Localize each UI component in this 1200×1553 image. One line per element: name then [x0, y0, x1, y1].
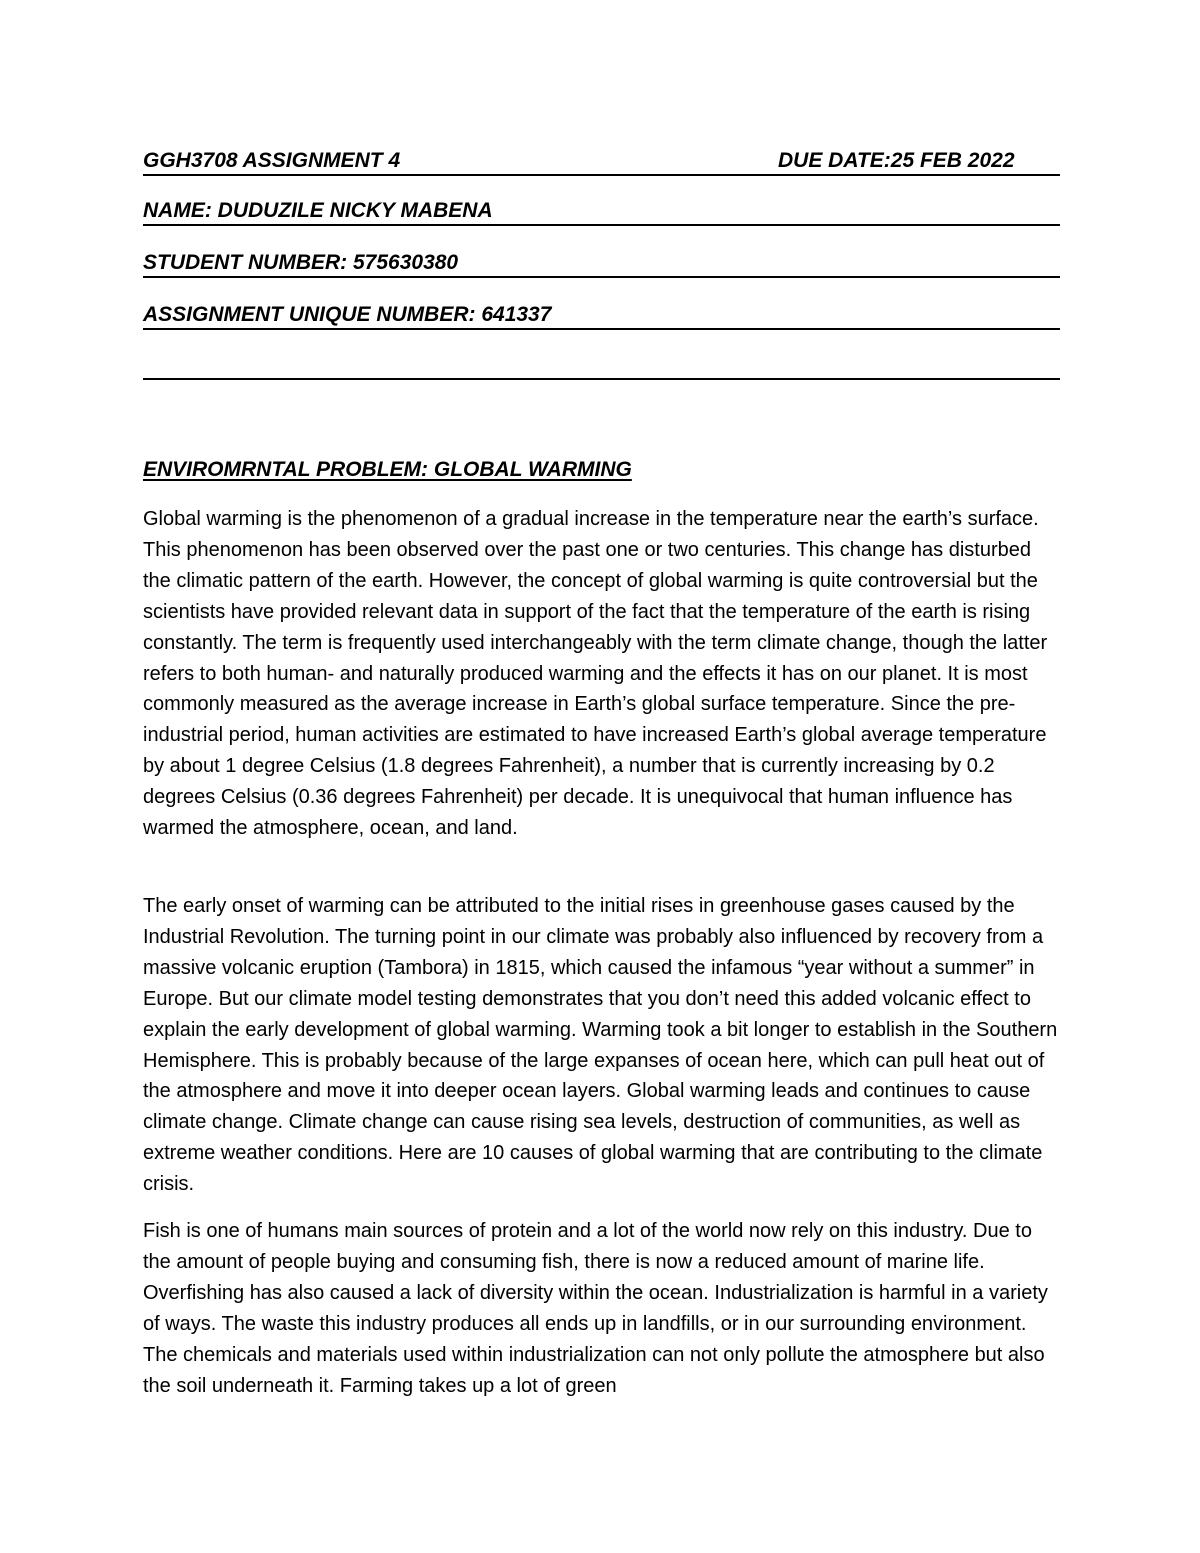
student-number: STUDENT NUMBER: 575630380 — [143, 251, 459, 274]
assignment-unique-number: ASSIGNMENT UNIQUE NUMBER: 641337 — [143, 303, 552, 326]
student-number-row — [143, 249, 1060, 278]
due-date: DUE DATE:25 FEB 2022 — [778, 149, 1015, 172]
paragraph-2: The early onset of warming can be attributed to the initial rises in greenhouse gases caused by the Industrial Revolution. The turning point in our climate was probably also influenced by recovery from a massive volcanic eruption (Tambora) in 1815, which caused the infamous “year without a summer” in Europe. But our climate model testing demonstrates that you don’t need this added volcanic effect to explain the early development of global warming. Warming took a bit longer to establish in the Southern Hemisphere. This is probably because of the large expanses of ocean here, which can pull heat out of the atmosphere and move it into deeper ocean layers. Global warming leads and continues to cause climate change. Climate change can cause rising sea levels, destruction of communities, as well as extreme weather conditions. Here are 10 causes of global warming that are contributing to the climate crisis. — [143, 895, 1058, 1196]
paragraph-1: Global warming is the phenomenon of a gradual increase in the temperature near the earth’s surface. This phenomenon has been observed over the past one or two centuries. This change has disturbed the climatic pattern of the earth. However, the concept of global warming is quite controversial but the scientists have provided relevant data in support of the fact that the temperature of the earth is rising constantly. The term is frequently used interchangeably with the term climate change, though the latter refers to both human- and naturally produced warming and the effects it has on our planet. It is most commonly measured as the average increase in Earth’s global surface temperature. Since the pre-industrial period, human activities are estimated to have increased Earth’s global average temperature by about 1 degree Celsius (1.8 degrees Fahrenheit), a number that is currently increasing by 0.2 degrees Celsius (0.36 degrees Fahrenheit) per decade. It is unequivocal that human influence has warmed the atmosphere, ocean, and land. — [143, 508, 1048, 840]
section-title: ENVIROMRNTAL PROBLEM: GLOBAL WARMING — [143, 458, 632, 481]
student-name: NAME: DUDUZILE NICKY MABENA — [143, 199, 493, 222]
assignment-title: GGH3708 ASSIGNMENT 4 — [143, 149, 401, 172]
blank-header-row — [143, 351, 1060, 380]
unique-number-row — [143, 301, 1060, 330]
paragraph-3: Fish is one of humans main sources of protein and a lot of the world now rely on this industry. Due to the amount of people buying and consuming fish, there is now a reduced amount of marine life. Overfishing has also caused a lack of diversity within the ocean. Industrialization is harmful in a variety of ways. The waste this industry produces all ends up in landfills, or in our surrounding environment. The chemicals and materials used within industrialization can not only pollute the atmosphere but also the soil underneath it. Farming takes up a lot of green — [143, 1220, 1048, 1397]
assignment-header-row — [143, 147, 1060, 176]
student-name-row — [143, 197, 1060, 226]
